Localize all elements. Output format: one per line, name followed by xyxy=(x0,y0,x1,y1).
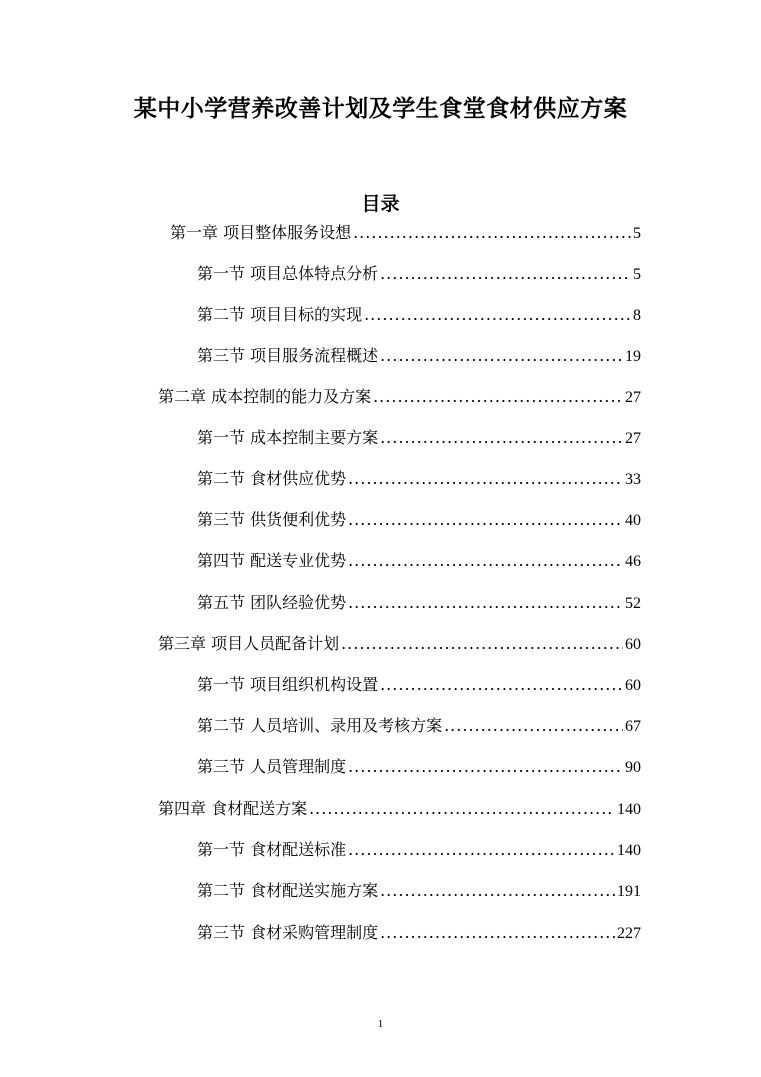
toc-dot-leader xyxy=(364,303,631,327)
toc-section-entry[interactable] xyxy=(197,714,641,739)
toc-section-entry[interactable] xyxy=(197,426,641,451)
toc-dot-leader xyxy=(444,714,623,738)
toc-entry-page-number: 19 xyxy=(625,348,641,365)
document-title: 某中小学营养改善计划及学生食堂食材供应方案 xyxy=(133,96,628,122)
toc-chapter-entry[interactable] xyxy=(158,797,641,822)
toc-entry-label: 第一章 项目整体服务设想 xyxy=(170,223,352,242)
toc-section-entry[interactable] xyxy=(197,467,641,492)
toc-entry-label: 第二节 食材配送实施方案 xyxy=(197,881,379,900)
toc-entry-page-number: 191 xyxy=(617,883,641,900)
toc-dot-leader xyxy=(348,549,623,573)
toc-section-entry[interactable] xyxy=(197,921,641,946)
toc-entry-page-number: 5 xyxy=(633,225,641,242)
toc-entry-label: 第一节 项目总体特点分析 xyxy=(197,264,379,283)
toc-dot-leader xyxy=(380,426,623,450)
toc-section-entry[interactable] xyxy=(197,879,641,904)
toc-dot-leader xyxy=(380,344,623,368)
toc-entry-page-number: 46 xyxy=(625,553,641,570)
toc-entry-label: 第三节 食材采购管理制度 xyxy=(197,923,379,942)
toc-chapter-entry[interactable] xyxy=(158,385,641,410)
toc-section-entry[interactable] xyxy=(197,838,641,863)
toc-entry-page-number: 40 xyxy=(625,512,641,529)
toc-entry-label: 第二节 项目目标的实现 xyxy=(197,305,363,324)
toc-entry-page-number: 227 xyxy=(617,925,641,942)
toc-heading: 目录 xyxy=(361,193,400,215)
toc-entry-page-number: 52 xyxy=(625,595,641,612)
toc-entry-label: 第一节 项目组织机构设置 xyxy=(197,675,379,694)
toc-entry-label: 第二章 成本控制的能力及方案 xyxy=(158,387,372,406)
toc-dot-leader xyxy=(348,508,623,532)
toc-entry-page-number: 8 xyxy=(633,307,641,324)
toc-entry-label: 第二节 食材供应优势 xyxy=(197,469,347,488)
toc-dot-leader xyxy=(309,797,615,821)
page-number: 1 xyxy=(377,1018,384,1030)
toc-entry-label: 第二节 人员培训、录用及考核方案 xyxy=(197,716,443,735)
toc-section-entry[interactable] xyxy=(197,755,641,780)
toc-section-entry[interactable] xyxy=(197,303,641,328)
toc-entry-label: 第三章 项目人员配备计划 xyxy=(158,634,340,653)
toc-dot-leader xyxy=(380,262,631,286)
toc-dot-leader xyxy=(353,221,631,245)
toc-entry-page-number: 27 xyxy=(625,430,641,447)
toc-entry-label: 第三节 项目服务流程概述 xyxy=(197,346,379,365)
toc-dot-leader xyxy=(348,755,623,779)
toc-entry-label: 第五节 团队经验优势 xyxy=(197,593,347,612)
toc-dot-leader xyxy=(380,879,615,903)
toc-entry-label: 第一节 食材配送标准 xyxy=(197,840,347,859)
toc-dot-leader xyxy=(380,673,623,697)
toc-section-entry[interactable] xyxy=(197,344,641,369)
toc-dot-leader xyxy=(348,838,615,862)
toc-section-entry[interactable] xyxy=(197,591,641,616)
toc-dot-leader xyxy=(348,467,623,491)
toc-entry-label: 第四章 食材配送方案 xyxy=(158,799,308,818)
toc-entry-page-number: 140 xyxy=(617,842,641,859)
toc-chapter-entry[interactable] xyxy=(170,221,641,246)
toc-entry-page-number: 60 xyxy=(625,636,641,653)
toc-entry-page-number: 60 xyxy=(625,677,641,694)
toc-entry-label: 第一节 成本控制主要方案 xyxy=(197,428,379,447)
toc-entry-label: 第三节 供货便利优势 xyxy=(197,510,347,529)
toc-entry-label: 第四节 配送专业优势 xyxy=(197,551,347,570)
toc-entry-page-number: 67 xyxy=(625,718,641,735)
toc-dot-leader xyxy=(348,591,623,615)
toc-section-entry[interactable] xyxy=(197,508,641,533)
toc-entry-label: 第三节 人员管理制度 xyxy=(197,757,347,776)
toc-dot-leader xyxy=(373,385,623,409)
toc-entry-page-number: 5 xyxy=(633,266,641,283)
toc-chapter-entry[interactable] xyxy=(158,632,641,657)
toc-section-entry[interactable] xyxy=(197,549,641,574)
toc-section-entry[interactable] xyxy=(197,673,641,698)
toc-section-entry[interactable] xyxy=(197,262,641,287)
toc-entry-page-number: 90 xyxy=(625,759,641,776)
toc-dot-leader xyxy=(341,632,623,656)
toc-entry-page-number: 140 xyxy=(617,801,641,818)
toc-entry-page-number: 33 xyxy=(625,471,641,488)
toc-dot-leader xyxy=(380,921,615,945)
toc-entry-page-number: 27 xyxy=(625,389,641,406)
